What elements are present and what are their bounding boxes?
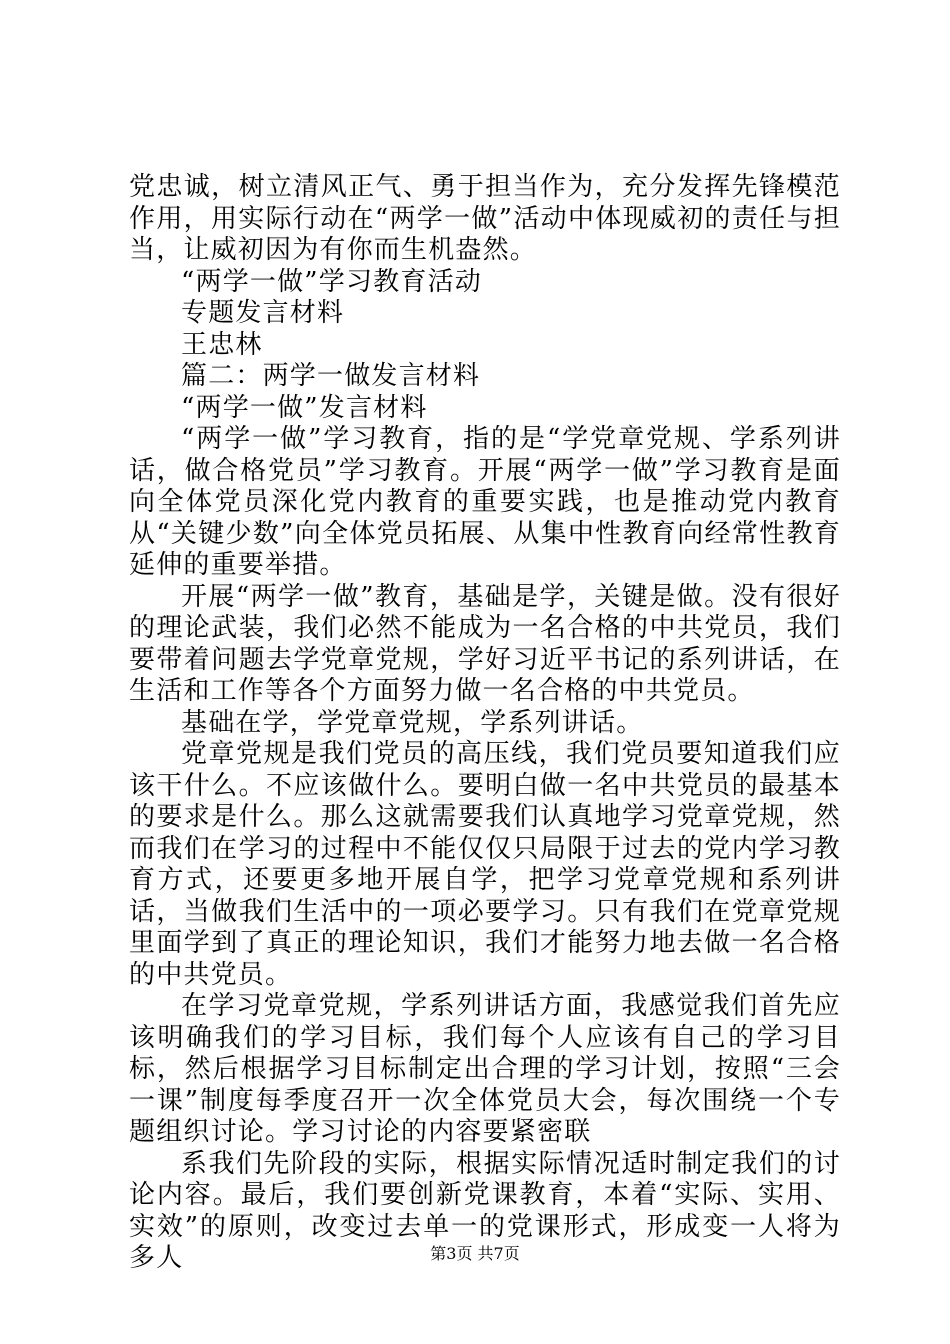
document-body (129, 172, 841, 1275)
paragraph: 系我们先阶段的实际，根据实际情况适时制定我们的讨论内容。最后，我们要创新党课教育，本着“实际、实用、实效”的原则，改变过去单一的党课形式，形成变一人将为多人 (129, 1148, 841, 1273)
paragraph: 党章党规是我们党员的高压线，我们党员要知道我们应该干什么。不应该做什么。要明白做一名中共党员的最基本的要求是什么。那么这就需要我们认真地学习党章党规，然而我们在学习的过程中不能仅仅只局限于过去的党内学习教育方式，还要更多地开展自学，把学习党章党规和系列讲话，当做我们生活中的一项必要学习。只有我们在党章党规里面学到了真正的理论知识，我们才能努力地去做一名合格的中共党员。 (129, 739, 841, 990)
section-subheading: “两学一做”发言材料 (181, 392, 428, 423)
paragraph: “两学一做”学习教育，指的是“学党章党规、学系列讲话，做合格党员”学习教育。开展“两学一做”学习教育是面向全体党员深化党内教育的重要实践，也是推动党内教育从“关键少数”向全体党员拓展、从集中性教育向经常性教育延伸的重要举措。 (129, 424, 841, 580)
paragraph: 在学习党章党规，学系列讲话方面，我感觉我们首先应该明确我们的学习目标，我们每个人应该有自己的学习目标，然后根据学习目标制定出合理的学习计划，按照“三会一课”制度每季度召开一次全体党员大会，每次围绕一个专题组织讨论。学习讨论的内容要紧密联 (129, 991, 841, 1147)
paragraph-continuation: 党忠诚，树立清风正气、勇于担当作为，充分发挥先锋模范作用，用实际行动在“两学一做”活动中体现威初的责任与担当，让威初因为有你而生机盎然。 (129, 172, 841, 265)
page-number-footer: 第3页 共7页 (430, 1244, 520, 1263)
paragraph: 开展“两学一做”教育，基础是学，关键是做。没有很好的理论武装，我们必然不能成为一名合格的中共党员，我们要带着问题去学党章党规，学好习近平书记的系列讲话，在生活和工作等各个方面努力做一名合格的中共党员。 (129, 581, 841, 706)
section-heading: 篇二：两学一做发言材料 (181, 361, 481, 391)
paragraph: 基础在学，学党章党规，学系列讲话。 (181, 707, 644, 738)
title-line-material: 专题发言材料 (181, 298, 345, 328)
author-name: 王忠林 (181, 329, 263, 360)
title-line-activity: “两学一做”学习教育活动 (181, 266, 482, 297)
